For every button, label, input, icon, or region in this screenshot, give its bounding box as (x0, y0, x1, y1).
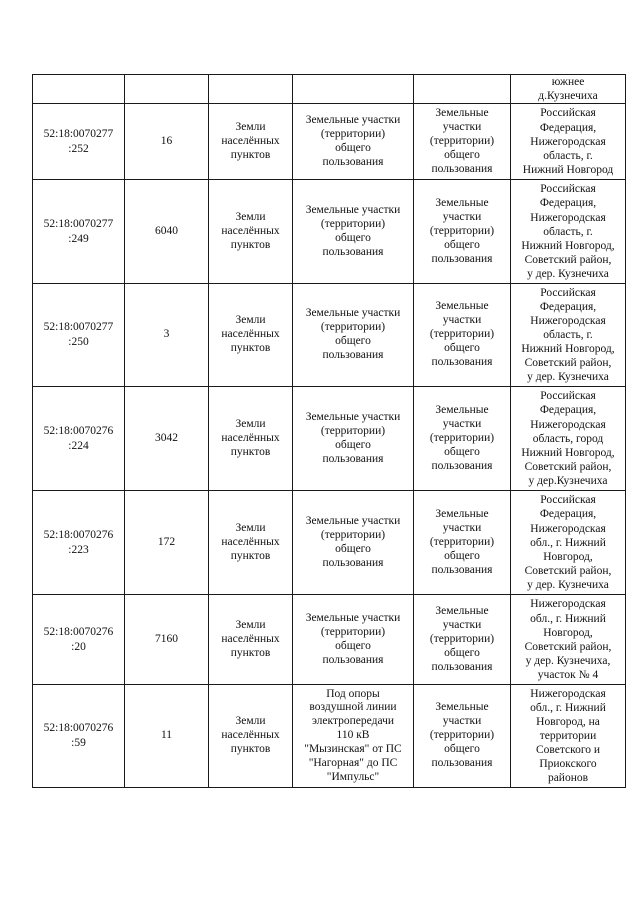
permitted-use-cell (293, 75, 414, 104)
address-text: Российская Федерация, Нижегородская обл., г. Нижний Новгород, Советский район, у дер. Кузнечиха (524, 494, 612, 591)
area-cell (125, 491, 209, 595)
permitted-use-text: Под опоры воздушной линии электропередачи 110 кВ "Мызинская" от ПС "Нагорная" до ПС "Импульс" (304, 687, 402, 783)
land-category-cell (209, 284, 293, 387)
land-category-text: Земли населённых пунктов (221, 210, 280, 251)
use-type-cell (414, 284, 511, 387)
cadastral-number-cell (33, 387, 125, 491)
use-type-text: Земельные участки (территории) общего пользования (429, 196, 495, 265)
land-category-cell (209, 104, 293, 180)
permitted-use-cell (293, 104, 414, 180)
use-type-text: Земельные участки (территории) общего пользования (429, 604, 495, 673)
use-type-cell (414, 491, 511, 595)
land-category-text: Земли населённых пунктов (221, 120, 280, 161)
address-cell (511, 75, 626, 104)
area-text: 6040 (155, 224, 178, 237)
land-category-cell (209, 491, 293, 595)
cadastral-number-text: 52:18:0070277 :250 (43, 321, 114, 349)
address-text: Российская Федерация, Нижегородская область, г. Нижний Новгород (522, 107, 614, 176)
land-category-cell (209, 180, 293, 284)
cadastral-number-cell (33, 685, 125, 788)
permitted-use-cell (293, 685, 414, 788)
address-cell (511, 284, 626, 387)
permitted-use-cell (293, 180, 414, 284)
cadastral-number-cell (33, 104, 125, 180)
cadastral-number-cell (33, 75, 125, 104)
table-row (33, 685, 626, 788)
use-type-text: Земельные участки (территории) общего пользования (429, 507, 495, 576)
address-text: южнее д.Кузнечиха (538, 76, 598, 103)
permitted-use-text: Земельные участки (территории) общего пользования (305, 203, 401, 258)
address-text: Нижегородская обл., г. Нижний Новгород, на территории Советского и Приокского районов (530, 687, 606, 785)
address-text: Российская Федерация, Нижегородская область, город Нижний Новгород, Советский район, у дер.Кузнечиха (521, 390, 615, 487)
use-type-cell (414, 75, 511, 104)
use-type-text: Земельные участки (территории) общего пользования (429, 701, 495, 770)
area-text: 7160 (155, 632, 178, 645)
cadastral-number-text: 52:18:0070276 :224 (43, 424, 114, 452)
area-cell (125, 180, 209, 284)
area-text: 172 (157, 535, 176, 548)
use-type-cell (414, 180, 511, 284)
cadastral-number-cell (33, 595, 125, 685)
use-type-text: Земельные участки (территории) общего пользования (429, 300, 495, 369)
use-type-cell (414, 685, 511, 788)
area-cell (125, 685, 209, 788)
use-type-cell (414, 595, 511, 685)
permitted-use-cell (293, 284, 414, 387)
cadastral-number-text: 52:18:0070276 :59 (43, 722, 114, 750)
area-cell (125, 284, 209, 387)
address-cell (511, 595, 626, 685)
address-cell (511, 685, 626, 788)
land-category-text: Земли населённых пунктов (221, 521, 280, 562)
land-category-cell (209, 75, 293, 104)
cadastral-number-cell (33, 491, 125, 595)
table-row (33, 104, 626, 180)
land-category-text: Земли населённых пунктов (221, 715, 280, 756)
table-row (33, 180, 626, 284)
table-row (33, 595, 626, 685)
permitted-use-text: Земельные участки (территории) общего пользования (305, 410, 401, 465)
land-category-text: Земли населённых пунктов (221, 618, 280, 659)
address-cell (511, 387, 626, 491)
area-cell (125, 75, 209, 104)
permitted-use-text: Земельные участки (территории) общего пользования (305, 113, 401, 168)
area-text: 3042 (155, 431, 178, 444)
area-text: 16 (160, 134, 173, 147)
permitted-use-cell (293, 491, 414, 595)
cadastral-number-cell (33, 284, 125, 387)
cadastral-number-text: 52:18:0070277 :252 (43, 127, 114, 155)
area-text: 3 (163, 328, 170, 341)
use-type-text: Земельные участки (территории) общего пользования (429, 106, 495, 175)
cadastral-number-text: 52:18:0070277 :249 (43, 217, 114, 245)
address-text: Российская Федерация, Нижегородская область, г. Нижний Новгород, Советский район, у дер. Кузнечиха (521, 286, 615, 384)
cadastral-number-cell (33, 180, 125, 284)
address-cell (511, 491, 626, 595)
area-cell (125, 104, 209, 180)
area-text: 11 (160, 729, 173, 742)
use-type-cell (414, 387, 511, 491)
table-row-continuation (33, 75, 626, 104)
use-type-text: Земельные участки (территории) общего пользования (429, 403, 495, 472)
address-cell (511, 180, 626, 284)
permitted-use-text: Земельные участки (территории) общего пользования (305, 307, 401, 362)
address-text: Российская Федерация, Нижегородская область, г. Нижний Новгород, Советский район, у дер. Кузнечиха (521, 183, 615, 280)
land-category-cell (209, 595, 293, 685)
permitted-use-cell (293, 387, 414, 491)
table-row (33, 491, 626, 595)
area-cell (125, 595, 209, 685)
land-plots-table (32, 74, 626, 788)
cadastral-number-text: 52:18:0070276 :223 (43, 528, 114, 556)
address-text: Нижегородская обл., г. Нижний Новгород, Советский район, у дер. Кузнечиха, участок № 4 (524, 598, 612, 681)
land-category-text: Земли населённых пунктов (221, 314, 280, 355)
address-cell (511, 104, 626, 180)
land-category-cell (209, 685, 293, 788)
area-cell (125, 387, 209, 491)
land-category-text: Земли населённых пунктов (221, 417, 280, 458)
permitted-use-cell (293, 595, 414, 685)
table-row (33, 284, 626, 387)
use-type-cell (414, 104, 511, 180)
permitted-use-text: Земельные участки (территории) общего пользования (305, 611, 401, 666)
permitted-use-text: Земельные участки (территории) общего пользования (305, 514, 401, 569)
cadastral-number-text: 52:18:0070276 :20 (43, 625, 114, 653)
land-category-cell (209, 387, 293, 491)
table-row (33, 387, 626, 491)
